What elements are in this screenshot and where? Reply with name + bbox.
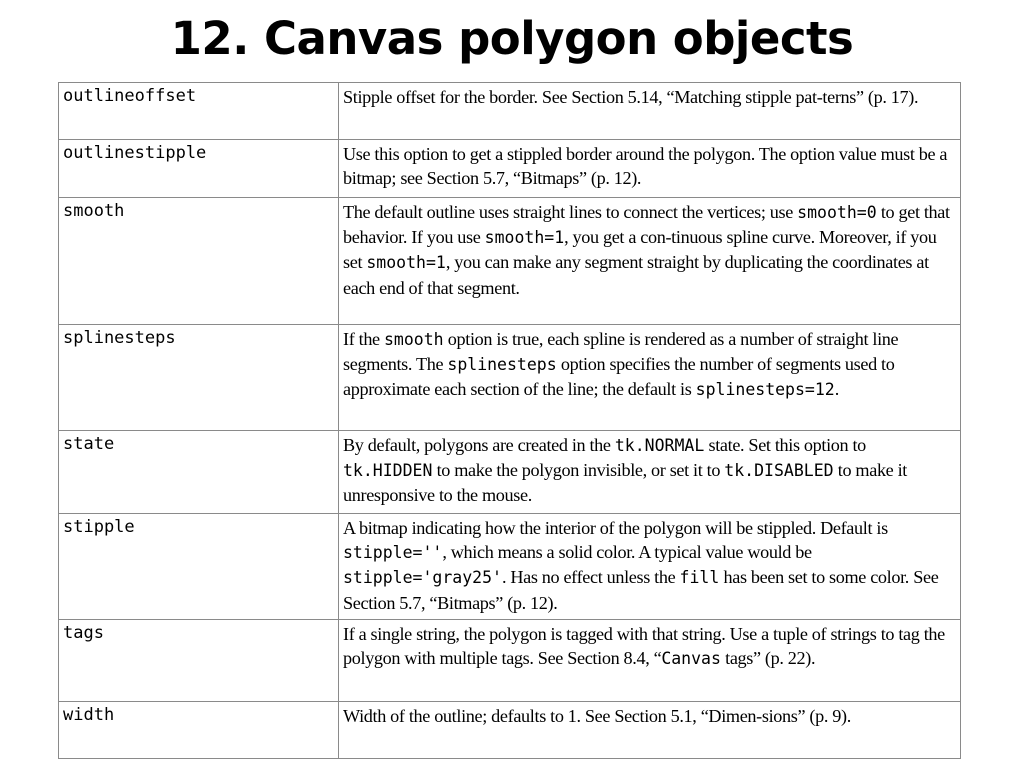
- option-name: width: [59, 702, 339, 759]
- option-name: splinesteps: [59, 325, 339, 431]
- option-description: Use this option to get a stippled border around the polygon. The option value must be a bitmap; see Section 5.7, “Bitmaps” (p. 12).: [339, 140, 961, 198]
- option-description: Width of the outline; defaults to 1. See Section 5.1, “Dimen-sions” (p. 9).: [339, 702, 961, 759]
- option-description: A bitmap indicating how the interior of the polygon will be stippled. Default is stipple='', which means a solid color. A typical value would be stipple='gray25'. Has no effect unless the fill has been set to some color. See Section 5.7, “Bitmaps” (p. 12).: [339, 514, 961, 620]
- inline-code: tk.DISABLED: [724, 461, 834, 481]
- table-row: [59, 431, 961, 514]
- table-row: [59, 514, 961, 620]
- inline-code: smooth: [383, 330, 444, 349]
- inline-code: smooth=0: [797, 203, 877, 222]
- table-row: [59, 702, 961, 759]
- option-description: The default outline uses straight lines to connect the vertices; use smooth=0 to get that behavior. If you use smooth=1, you get a con-tinuous spline curve. Moreover, if you set smooth=1, you can make any segment straight by duplicating the coordinates at each end of that segment.: [339, 198, 961, 325]
- inline-code: smooth=1: [366, 253, 446, 273]
- inline-code: fill: [679, 568, 720, 588]
- options-table: [58, 82, 961, 759]
- option-name: state: [59, 431, 339, 514]
- option-name: outlinestipple: [59, 140, 339, 198]
- option-description: Stipple offset for the border. See Section 5.14, “Matching stipple pat-terns” (p. 17).: [339, 83, 961, 140]
- inline-code: Canvas: [661, 649, 721, 669]
- option-name: smooth: [59, 198, 339, 325]
- table-row: [59, 140, 961, 198]
- table-row: [59, 83, 961, 140]
- option-name: tags: [59, 620, 339, 702]
- option-name: outlineoffset: [59, 83, 339, 140]
- inline-code: tk.NORMAL: [614, 436, 705, 455]
- option-description: If the smooth option is true, each spline is rendered as a number of straight line segments. The splinesteps option specifies the number of segments used to approximate each section of the line; the default is splinesteps=12.: [339, 325, 961, 431]
- inline-code: smooth=1: [484, 228, 565, 248]
- table-row: [59, 198, 961, 325]
- slide-title: 12. Canvas polygon objects: [170, 12, 854, 65]
- table-row: [59, 325, 961, 431]
- option-name: stipple: [59, 514, 339, 620]
- option-description: By default, polygons are created in the tk.NORMAL state. Set this option to tk.HIDDEN to make the polygon invisible, or set it to tk.DISABLED to make it unresponsive to the mouse.: [339, 431, 961, 514]
- table-row: [59, 620, 961, 702]
- inline-code: splinesteps: [447, 355, 557, 375]
- inline-code: splinesteps=12: [695, 380, 835, 400]
- inline-code: stipple='gray25': [343, 568, 502, 588]
- inline-code: stipple='': [343, 543, 443, 563]
- inline-code: tk.HIDDEN: [343, 461, 433, 481]
- option-description: If a single string, the polygon is tagged with that string. Use a tuple of strings to tag the polygon with multiple tags. See Section 8.4, “Canvas tags” (p. 22).: [339, 620, 961, 702]
